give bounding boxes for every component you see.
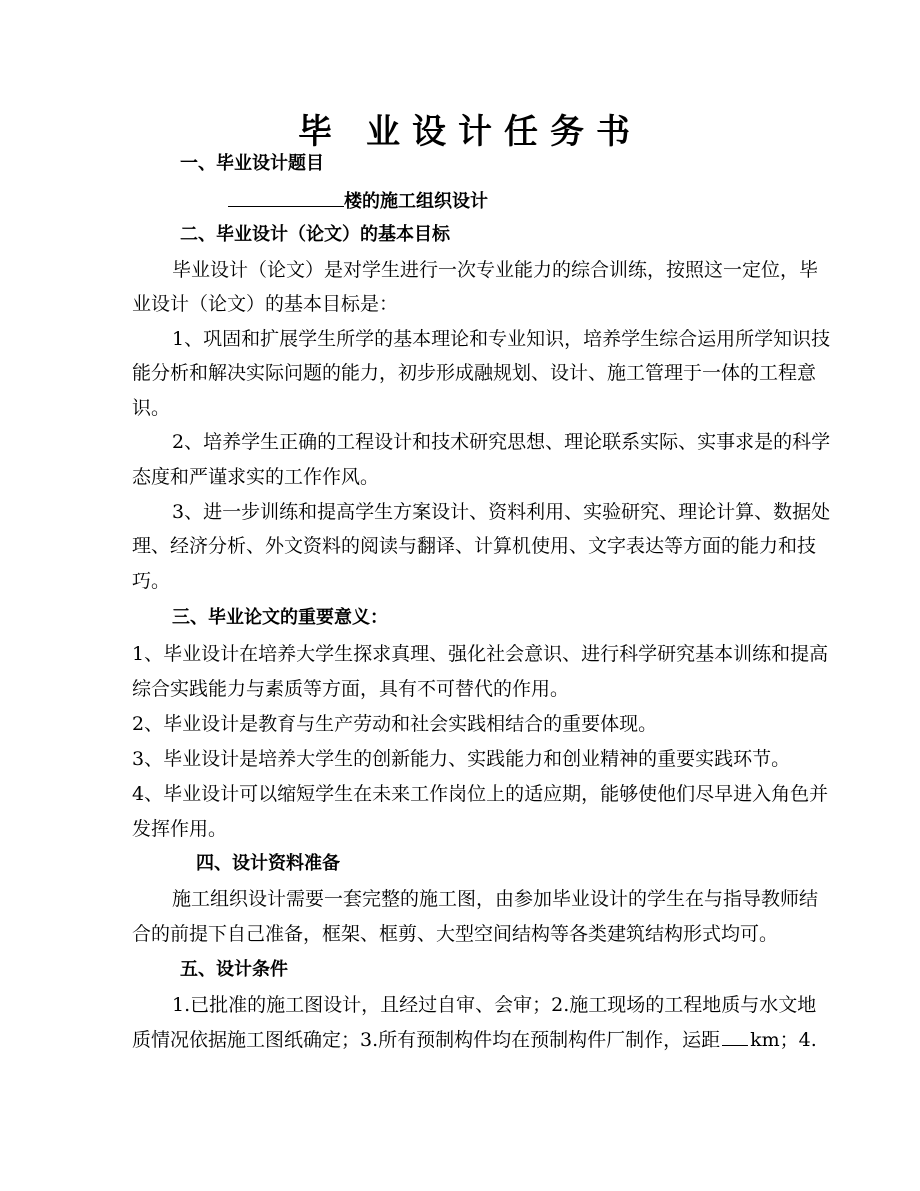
s3-item1-line1: 1、毕业设计在培养大学生探求真理、强化社会意识、进行科学研究基本训练和提高 <box>132 643 829 665</box>
s3-item4-line2: 发挥作用。 <box>132 818 228 840</box>
s3-item1-line2: 综合实践能力与素质等方面，具有不可替代的作用。 <box>132 678 570 700</box>
s2-item3-line1: 3、进一步训练和提高学生方案设计、资料利用、实验研究、理论计算、数据处 <box>172 501 831 523</box>
s2-item2-line1: 2、培养学生正确的工程设计和技术研究思想、理论联系实际、实事求是的科学 <box>172 431 831 453</box>
s2-item1-line3: 识。 <box>132 397 171 419</box>
section5-heading: 五、设计条件 <box>180 959 288 980</box>
s5-line2 <box>132 1028 817 1052</box>
section4-heading: 四、设计资料准备 <box>196 853 340 874</box>
s2-item3-line3: 巧。 <box>132 570 171 592</box>
s2-item3-line2: 理、经济分析、外文资料的阅读与翻译、计算机使用、文字表达等方面的能力和技 <box>132 535 817 557</box>
s5-line2-part-a: 质情况依据施工图纸确定；3.所有预制构件均在预制构件厂制作，运距 <box>132 1029 721 1051</box>
s3-item3: 3、毕业设计是培养大学生的创新能力、实践能力和创业精神的重要实践环节。 <box>132 748 791 770</box>
section1-heading: 一、毕业设计题目 <box>180 153 324 174</box>
section2-heading: 二、毕业设计（论文）的基本目标 <box>180 224 450 245</box>
section1-topic <box>228 188 488 214</box>
page-title <box>0 110 920 154</box>
title-part2: 业设计任务书 <box>366 112 642 152</box>
s2-item1-line1: 1、巩固和扩展学生所学的基本理论和专业知识，培养学生综合运用所学知识技 <box>172 328 831 350</box>
s4-line2: 合的前提下自己准备，框架、框剪、大型空间结构等各类建筑结构形式均可。 <box>132 923 779 945</box>
section3-heading: 三、毕业论文的重要意义： <box>172 607 388 628</box>
s3-item2: 2、毕业设计是教育与生产劳动和社会实践相结合的重要体现。 <box>132 713 658 735</box>
topic-suffix: 楼的施工组织设计 <box>344 191 488 212</box>
distance-blank <box>722 1029 748 1046</box>
s4-line1: 施工组织设计需要一套完整的施工图，由参加毕业设计的学生在与指导教师结 <box>172 888 819 910</box>
s5-line1: 1.已批准的施工图设计，且经过自审、会审；2.施工现场的工程地质与水文地 <box>172 994 817 1016</box>
s2-intro-line2: 业设计（论文）的基本目标是： <box>132 293 399 315</box>
topic-blank <box>228 188 344 207</box>
s2-item1-line2: 能分析和解决实际问题的能力，初步形成融规划、设计、施工管理于一体的工程意 <box>132 362 817 384</box>
s5-line2-part-b: km；4. <box>750 1029 817 1051</box>
s2-intro-line1: 毕业设计（论文）是对学生进行一次专业能力的综合训练，按照这一定位，毕 <box>172 259 819 281</box>
s3-item4-line1: 4、毕业设计可以缩短学生在未来工作岗位上的适应期，能够使他们尽早进入角色并 <box>132 783 829 805</box>
s2-item2-line2: 态度和严谨求实的工作作风。 <box>132 466 380 488</box>
title-part1: 毕 <box>298 112 344 152</box>
